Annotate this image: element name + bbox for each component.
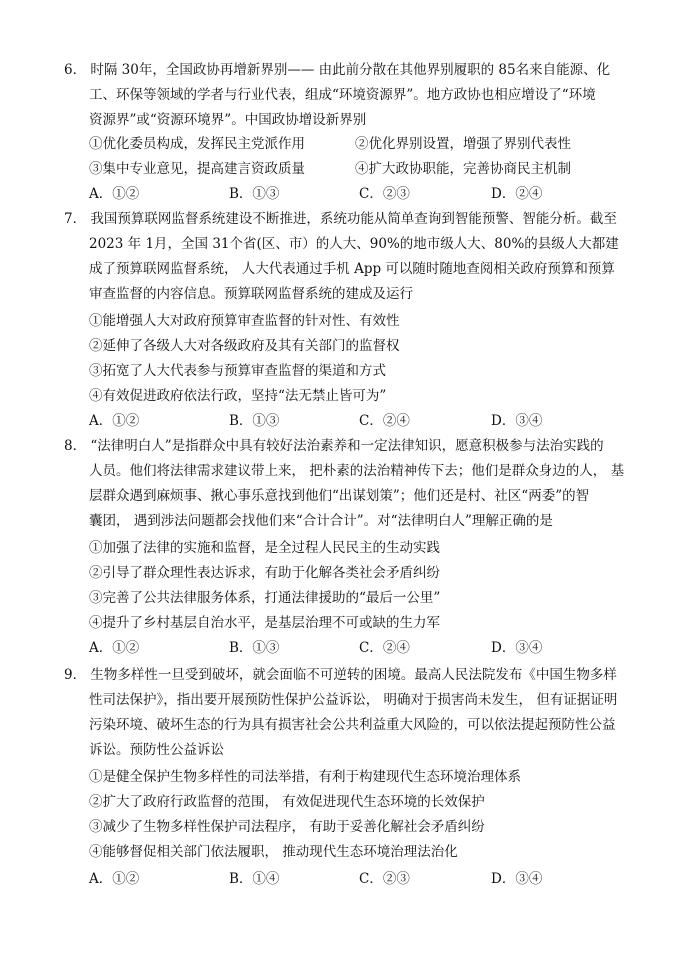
question-stem-line: 审查监督的内容信息。预算联网监督系统的建成及运行 [89,286,413,302]
question-stem-line: 资源界”或“资源环境界”。中国政协增设新界别 [89,112,367,128]
option-b[interactable]: B．①④ [229,871,280,887]
statement: ②引导了群众理性表达诉求，有助于化解各类社会矛盾纠纷 [89,565,440,581]
question-stem-line: 8． “法律明白人”是指群众中具有较好法治素养和一定法律知识，愿意积极参与法治实践的 [64,438,604,454]
option-a[interactable]: A．①② [89,413,140,429]
question-stem-line: 囊团， 遇到涉法问题都会找他们来“合计合计”。对“法律明白人”理解正确的是 [89,513,553,529]
question-stem-line: 污染环境、破坏生态的行为具有损害社会公共利益重大风险的，可以依法提起预防性公益 [89,717,616,733]
statement: ②延伸了各级人大对各级政府及其有关部门的监督权 [89,338,400,354]
option-d[interactable]: D．③④ [491,871,543,887]
statement: ③集中专业意见，提高建言资政质量 [89,161,305,177]
option-c[interactable]: C．②④ [359,640,410,656]
statement: ②扩大了政府行政监督的范围， 有效促进现代生态环境的长效保护 [89,794,485,810]
option-d[interactable]: D．②④ [491,186,543,202]
option-a[interactable]: A．①② [89,871,140,887]
option-a[interactable]: A．①② [89,186,140,202]
question-stem-line: 性司法保护》，指出要开展预防性保护公益诉讼， 明确对于损害尚未发生， 但有证据证明 [89,692,618,708]
statement: ④扩大政协职能，完善协商民主机制 [355,161,571,177]
question-stem-line: 6． 时隔 30年，全国政协再增新界别—— 由此前分散在其他界别履职的 85名来自能源、化 [64,62,611,78]
statement: ①加强了法律的实施和监督，是全过程人民民主的生动实践 [89,540,440,556]
statement: ④提升了乡村基层自治水平，是基层治理不可或缺的生力军 [89,615,440,631]
option-c[interactable]: C．②④ [359,413,410,429]
statement: ①能增强人大对政府预算审查监督的针对性、有效性 [89,313,400,329]
statement: ①优化委员构成，发挥民主党派作用 [89,136,305,152]
question-stem-line: 人员。他们将法律需求建议带上来， 把朴素的法治精神传下去；他们是群众身边的人， 基 [89,463,625,479]
statement: ④能够督促相关部门依法履职， 推动现代生态环境治理法治化 [89,844,458,860]
option-d[interactable]: D．③④ [491,413,543,429]
option-b[interactable]: B．①③ [229,186,280,202]
question-stem-line: 成了预算联网监督系统， 人大代表通过手机 App 可以随时随地查阅相关政府预算和预算 [89,261,615,277]
question-stem-line: 2023 年 1月，全国 31个省(区、市）的人大、90%的地市级人大、80%的县级人大都建 [89,236,619,252]
statement: ③拓宽了人大代表参与预算审查监督的渠道和方式 [89,363,386,379]
question-stem-line: 7． 我国预算联网监督系统建设不断推进，系统功能从简单查询到智能预警、智能分析。截至 [64,211,617,227]
option-a[interactable]: A．①② [89,640,140,656]
option-d[interactable]: D．③④ [491,640,543,656]
statement: ①是健全保护生物多样性的司法举措，有利于构建现代生态环境治理体系 [89,769,521,785]
option-b[interactable]: B．①③ [229,640,280,656]
question-stem-line: 诉讼。预防性公益诉讼 [89,742,224,758]
question-stem-line: 层群众遇到麻烦事、揪心事乐意找到他们“出谋划策”；他们还是村、社区“两委”的智 [89,488,590,504]
option-c[interactable]: C．②③ [359,186,410,202]
statement: ③减少了生物多样性保护司法程序， 有助于妥善化解社会矛盾纠纷 [89,819,485,835]
statement: ③完善了公共法律服务体系，打通法律援助的“最后一公里” [89,590,441,606]
option-b[interactable]: B．①③ [229,413,280,429]
question-stem-line: 9． 生物多样性一旦受到破坏，就会面临不可逆转的困境。最高人民法院发布《中国生物多样 [64,667,617,683]
option-c[interactable]: C．②③ [359,871,410,887]
question-stem-line: 工、环保等领域的学者与行业代表，组成“环境资源界”。地方政协也相应增设了“环境 [89,87,596,103]
statement: ④有效促进政府依法行政，坚持“法无禁止皆可为” [89,388,387,404]
statement: ②优化界别设置，增强了界别代表性 [355,136,571,152]
